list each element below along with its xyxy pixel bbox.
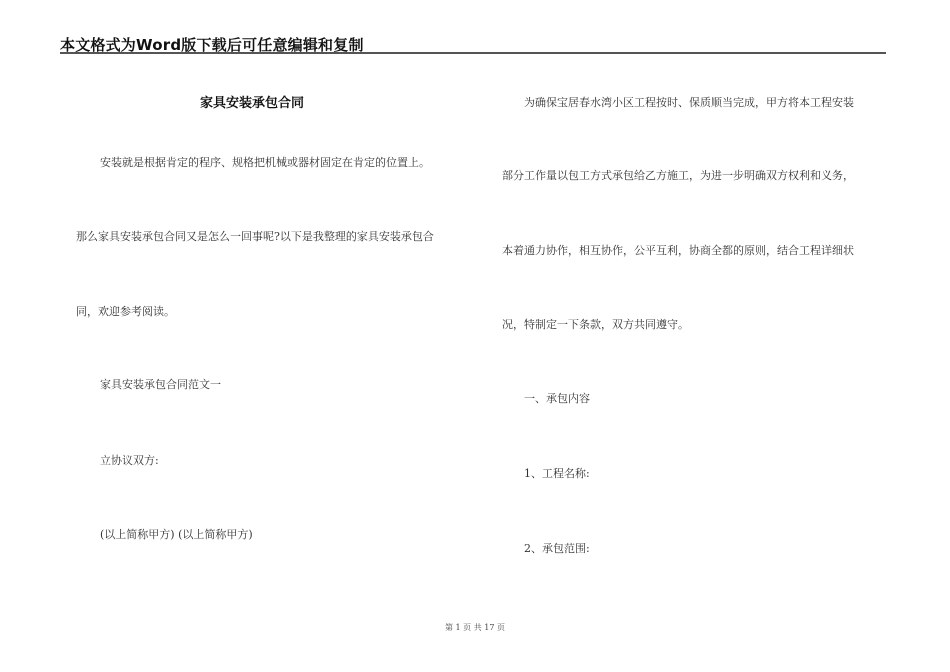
paragraph-purpose-line-1: 为确保宝居春水湾小区工程按时、保质顺当完成，甲方将本工程安装 (524, 96, 854, 109)
paragraph-purpose-line-2: 部分工作量以包工方式承包给乙方施工，为进一步明确双方权利和义务， (502, 169, 854, 182)
header-divider (60, 52, 886, 54)
paragraph-welcome: 同，欢迎参考阅读。 (76, 305, 175, 318)
paragraph-intro: 安装就是根据肯定的程序、规格把机械或器材固定在肯定的位置上。 (100, 156, 430, 169)
download-banner: 本文格式为Word版下载后可任意编辑和复制 (60, 36, 364, 54)
document-title: 家具安装承包合同 (200, 96, 305, 111)
item-project-name: 1、工程名称: (524, 467, 590, 480)
page-number: 第 1 页 共 17 页 (445, 623, 505, 632)
section-heading-scope: 一、承包内容 (524, 392, 590, 405)
item-contract-scope: 2、承包范围: (524, 542, 590, 555)
paragraph-purpose-line-3: 本着通力协作，相互协作，公平互利，协商全都的原则，结合工程详细状 (502, 244, 854, 257)
parties-placeholder: (以上简称甲方) (以上简称甲方) (100, 528, 253, 541)
paragraph-question: 那么家具安装承包合同又是怎么一回事呢?以下是我整理的家具安装承包合 (76, 230, 434, 243)
sample-heading: 家具安装承包合同范文一 (100, 378, 221, 391)
parties-label: 立协议双方: (100, 454, 159, 467)
paragraph-purpose-line-4: 况，特制定一下条款，双方共同遵守。 (502, 318, 689, 331)
